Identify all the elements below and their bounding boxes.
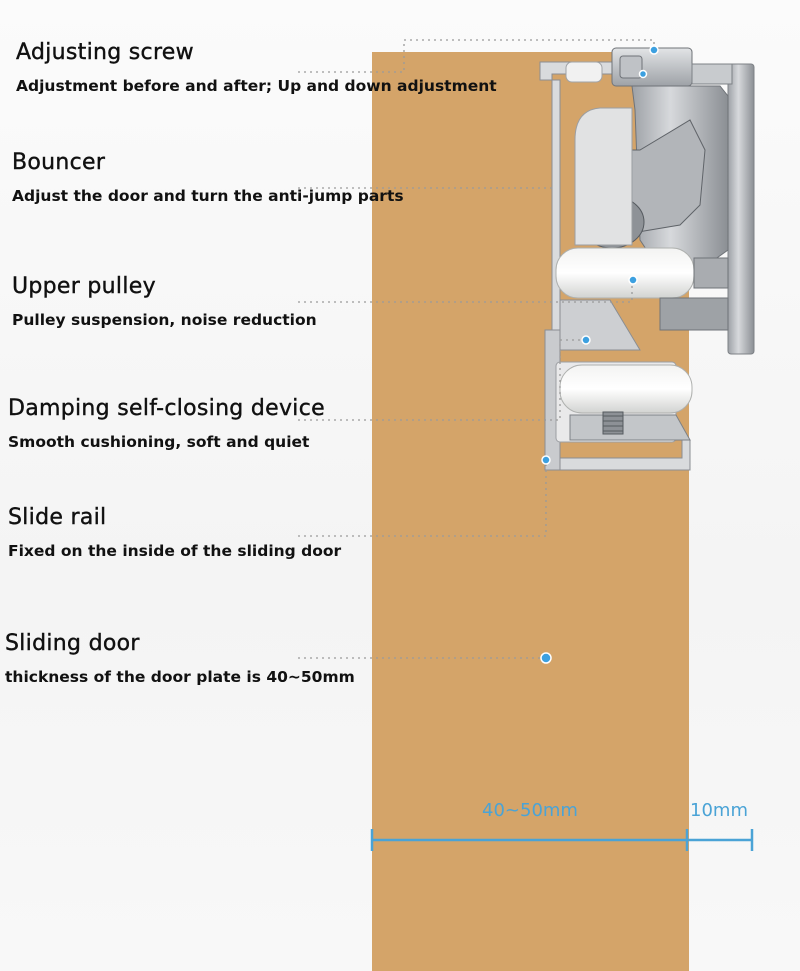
- label-desc: Adjustment before and after; Up and down adjustment: [16, 77, 497, 95]
- label-desc: thickness of the door plate is 40~50mm: [5, 668, 355, 686]
- label-upper-pulley: [12, 274, 317, 330]
- marker-adjusting-screw-2: [640, 71, 647, 78]
- label-bouncer: [12, 150, 404, 206]
- label-title: Slide rail: [8, 505, 107, 530]
- leader-damping: [298, 340, 586, 420]
- label-desc: Fixed on the inside of the sliding door: [8, 542, 342, 560]
- dimension-gap: 10mm: [690, 800, 748, 821]
- marker-damping: [582, 336, 590, 344]
- lower-pulley: [560, 365, 692, 413]
- marker-upper-pulley: [629, 276, 637, 284]
- label-title: Sliding door: [5, 631, 140, 656]
- label-title: Adjusting screw: [16, 40, 194, 65]
- label-title: Bouncer: [12, 150, 106, 175]
- label-damping: [8, 396, 325, 452]
- mounting-plate: [728, 64, 754, 354]
- label-desc: Smooth cushioning, soft and quiet: [8, 433, 310, 451]
- label-title: Damping self-closing device: [8, 396, 325, 421]
- label-title: Upper pulley: [12, 274, 156, 299]
- marker-slide-rail: [542, 456, 550, 464]
- label-slide-rail: [8, 505, 341, 561]
- label-sliding-door: [5, 631, 355, 687]
- dimension-door-thickness: 40~50mm: [482, 800, 578, 821]
- label-desc: Adjust the door and turn the anti-jump parts: [12, 187, 404, 205]
- upper-pulley: [556, 248, 694, 298]
- marker-adjusting-screw: [650, 46, 658, 54]
- marker-sliding-door: [541, 653, 551, 663]
- label-adjusting-screw: [16, 40, 497, 96]
- label-desc: Pulley suspension, noise reduction: [12, 311, 317, 329]
